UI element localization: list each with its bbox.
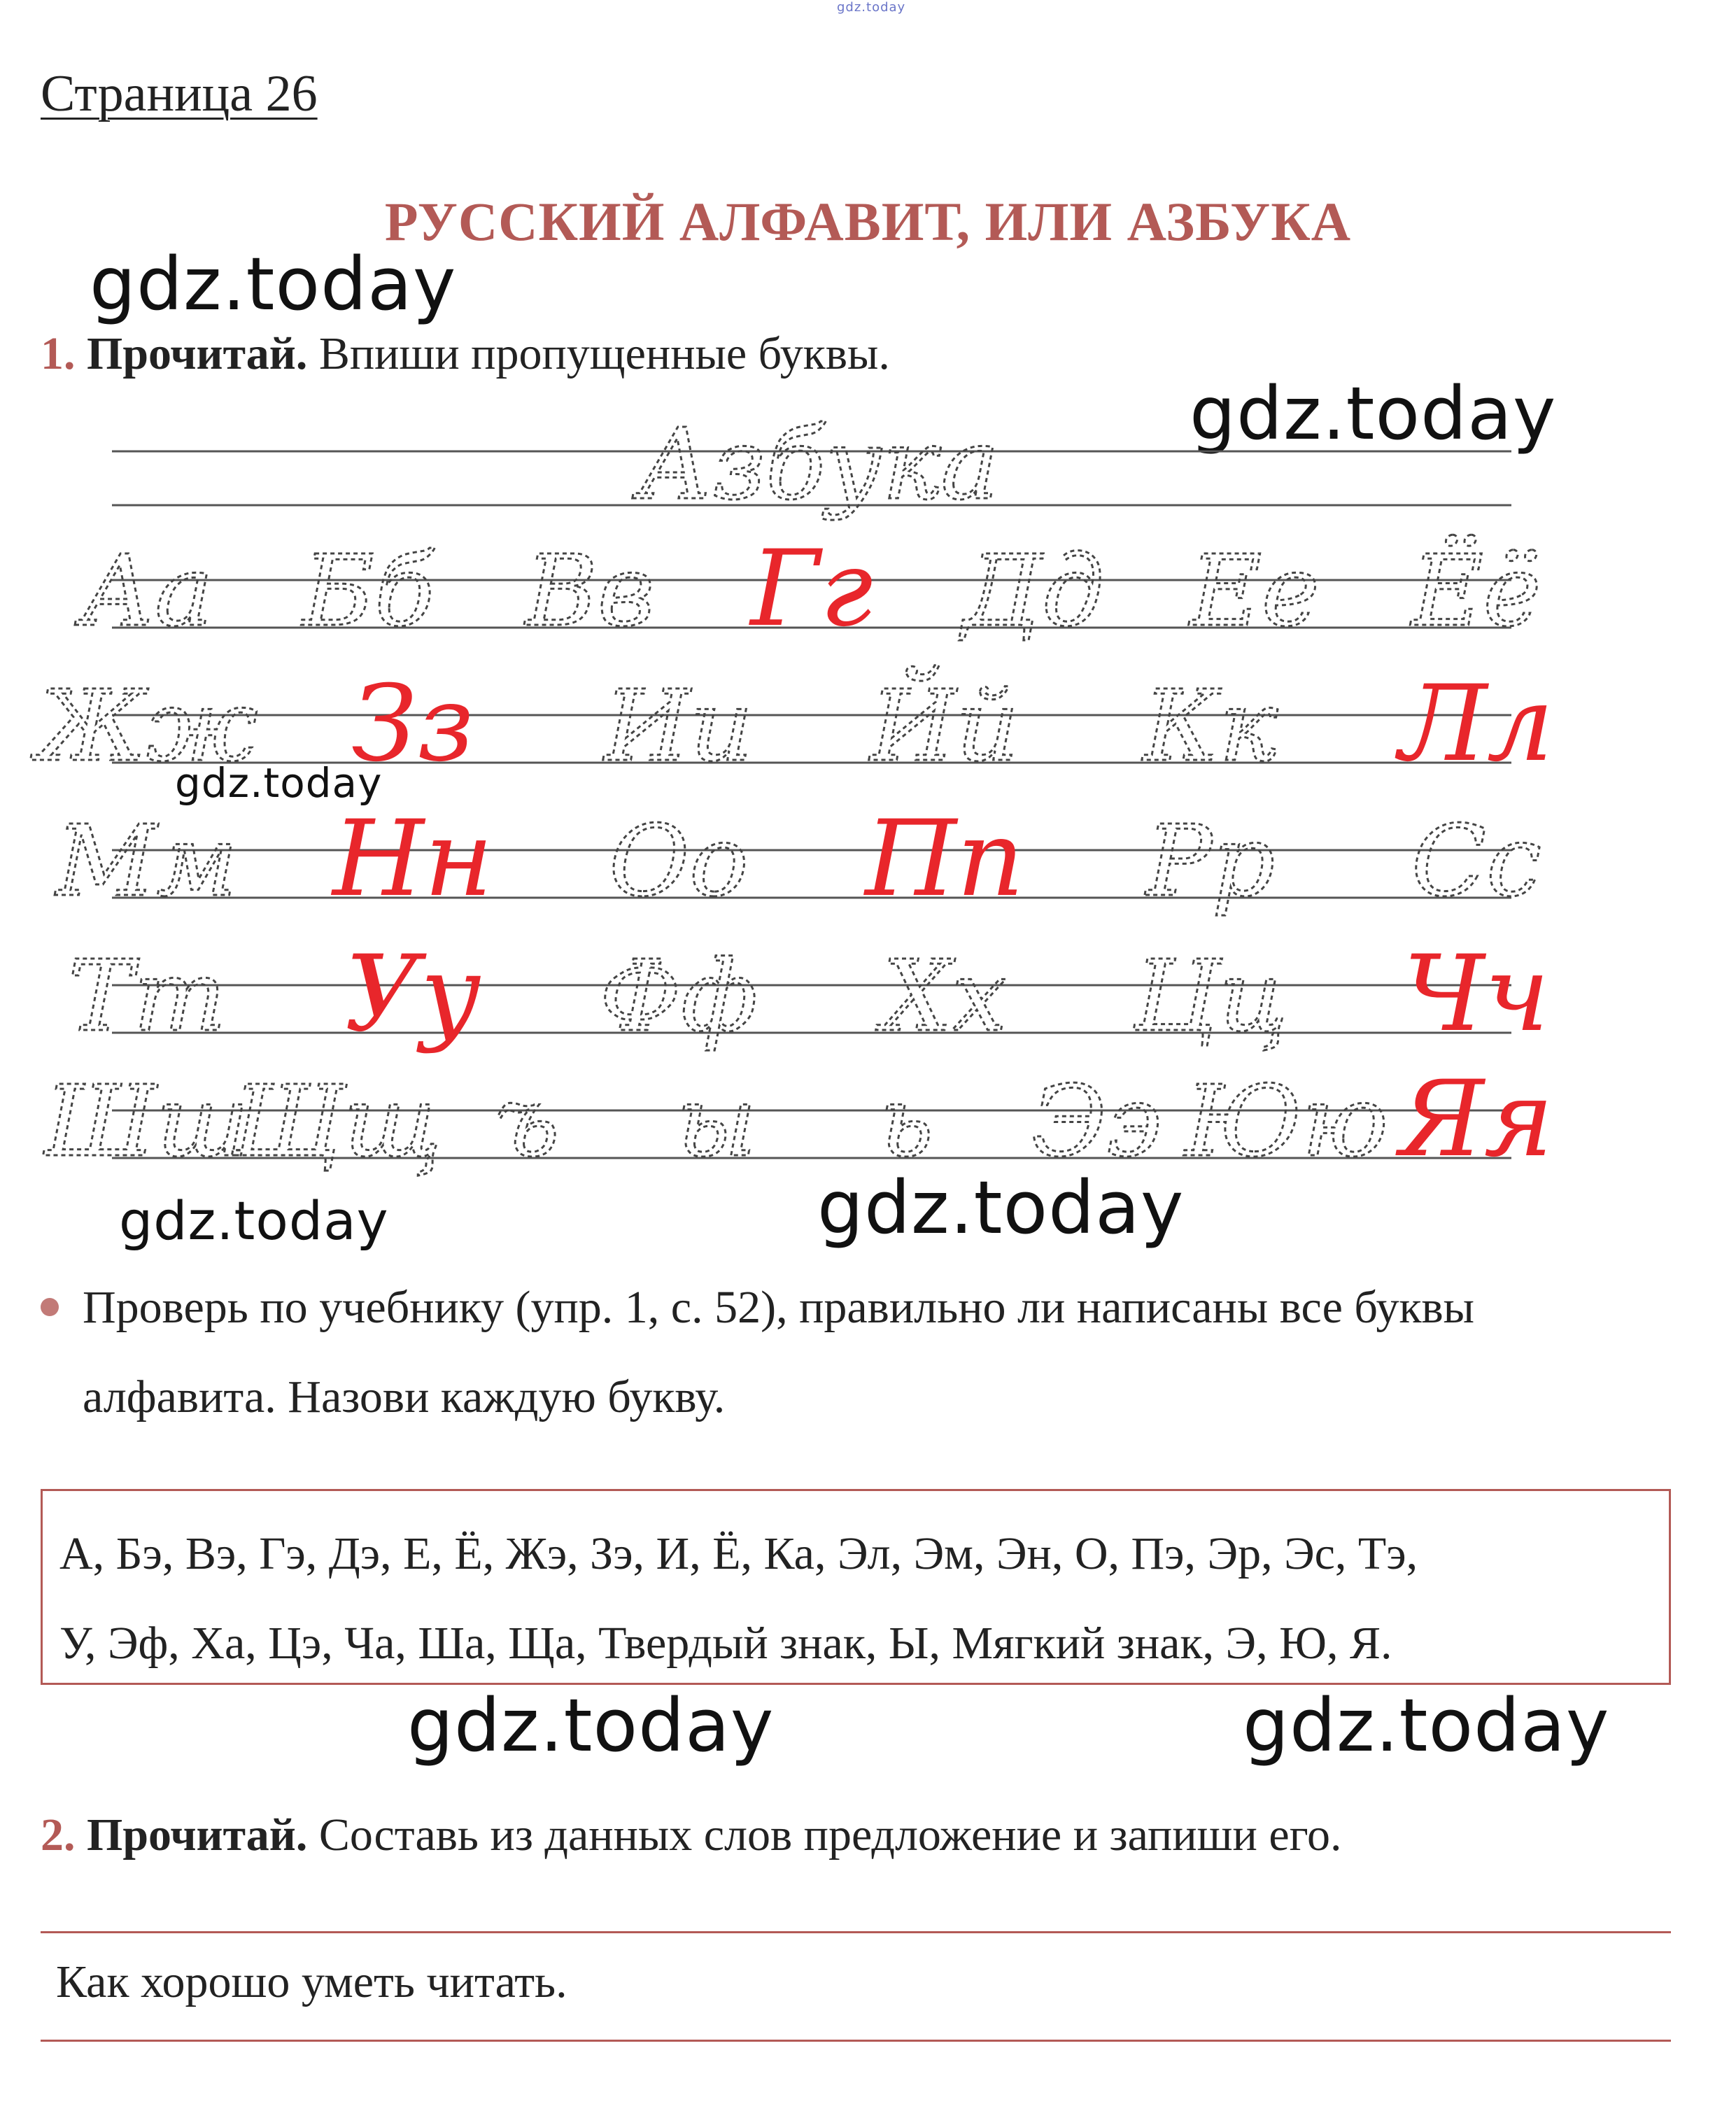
watermark: gdz.today <box>90 241 457 327</box>
task-2 <box>41 1809 1342 1862</box>
printed-letter: Аа <box>80 535 213 649</box>
task-1-number: 1. <box>41 328 76 379</box>
watermark: gdz.today <box>1243 1683 1610 1768</box>
letter-names-line-2: У, Эф, Ха, Цэ, Ча, Ша, Ща, Твердый знак, Ы, Мягкий знак, Э, Ю, Я. <box>59 1618 1392 1669</box>
watermark: gdz.today <box>175 759 383 807</box>
filled-letter: Гг <box>750 528 873 650</box>
printed-letter: Мм <box>56 805 238 919</box>
printed-letter: Оо <box>609 805 749 919</box>
filled-letter: Зз <box>351 663 474 785</box>
printed-letter: Дд <box>962 535 1104 649</box>
watermark-top: gdz.today <box>837 0 906 15</box>
task-2-text: Составь из данных слов предложение и запиши его. <box>318 1809 1342 1861</box>
printed-letter: Жж <box>36 670 258 784</box>
printed-letter: Бб <box>302 535 435 649</box>
task-1-text: Впиши пропущенные буквы. <box>318 328 890 379</box>
filled-letter: Чч <box>1403 933 1550 1055</box>
printed-letter: Рр <box>1146 805 1275 919</box>
bullet-dot <box>41 1298 59 1316</box>
watermark: gdz.today <box>1190 371 1557 456</box>
copybook-letters <box>30 408 1554 1180</box>
answer-line-bottom <box>41 2040 1671 2042</box>
printed-letter: Хх <box>882 940 1008 1054</box>
printed-letter: Ее <box>1190 535 1320 649</box>
filled-letter: Лл <box>1399 663 1554 785</box>
printed-letter: Ёё <box>1411 535 1541 649</box>
copybook-title: Азбука <box>637 408 1000 522</box>
printed-letter: Ээ <box>1031 1065 1162 1179</box>
filled-letter: Нн <box>332 798 493 920</box>
printed-letter: ъ <box>494 1065 560 1179</box>
answer-line-top <box>41 1931 1671 1933</box>
watermark: gdz.today <box>407 1683 775 1768</box>
task-2-verb: Прочитай. <box>87 1809 308 1861</box>
letter-names-box <box>41 1489 1671 1685</box>
printed-letter: Ии <box>604 670 754 784</box>
printed-letter: Фф <box>600 940 758 1054</box>
filled-letter: Уу <box>344 933 481 1055</box>
printed-letter: ы <box>677 1065 757 1179</box>
answer-text: Как хорошо уметь читать. <box>56 1956 567 2007</box>
bullet-text <box>83 1263 1474 1442</box>
printed-letter: Юю <box>1185 1065 1388 1179</box>
bullet-line-1: Проверь по учебнику (упр. 1, с. 52), правильно ли написаны все буквы <box>83 1282 1475 1333</box>
filled-letter: Яя <box>1399 1059 1554 1180</box>
printed-letter: Кк <box>1143 670 1278 784</box>
task-1-verb: Прочитай. <box>87 328 308 379</box>
section-heading: РУССКИЙ АЛФАВИТ, ИЛИ АЗБУКА <box>384 191 1352 252</box>
printed-letter: Цц <box>1134 940 1287 1054</box>
watermark: gdz.today <box>817 1165 1185 1250</box>
printed-letter: ь <box>880 1065 933 1179</box>
printed-letter: Сс <box>1411 805 1541 919</box>
watermark: gdz.today <box>119 1189 389 1252</box>
printed-letter: Йй <box>870 670 1019 784</box>
letter-names-line-1: А, Бэ, Вэ, Гэ, Дэ, Е, Ё, Жэ, Зэ, И, Ё, Ка, Эл, Эм, Эн, О, Пэ, Эр, Эс, Тэ, <box>59 1528 1418 1579</box>
bullet-line-2: алфавита. Назови каждую букву. <box>83 1371 726 1422</box>
printed-letter: Вв <box>525 535 655 649</box>
printed-letter: Тт <box>67 940 227 1054</box>
printed-letter: Щщ <box>232 1065 442 1179</box>
filled-letter: Пп <box>865 798 1024 920</box>
printed-letter: Шш <box>44 1065 250 1179</box>
task-2-number: 2. <box>41 1809 76 1861</box>
page-title: Страница 26 <box>41 65 318 122</box>
